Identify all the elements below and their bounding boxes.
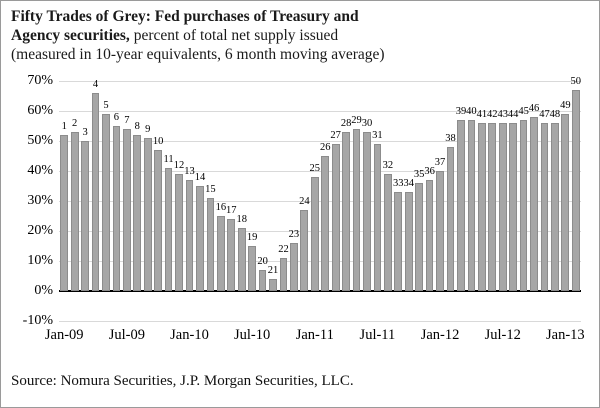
y-axis-tick: 10% (27, 253, 53, 268)
bar-value-label: 9 (145, 124, 151, 135)
bar-value-label: 41 (476, 109, 488, 120)
y-axis-tick-labels (1, 73, 57, 328)
bar (353, 129, 361, 291)
bar-value-label: 21 (267, 265, 279, 276)
bar-value-label: 36 (424, 166, 435, 177)
bar-value-label: 2 (72, 118, 78, 129)
bar (196, 186, 204, 291)
bar (248, 246, 256, 291)
bar (113, 126, 121, 291)
bar (280, 258, 288, 291)
gridline (59, 321, 581, 322)
bar (426, 180, 434, 291)
bar-value-label: 34 (403, 178, 414, 189)
bar (175, 174, 183, 291)
bar (394, 192, 402, 291)
bar-value-label: 13 (184, 166, 195, 177)
y-axis-tick: -10% (22, 313, 53, 328)
bar (384, 174, 392, 291)
bar (321, 156, 329, 291)
bar-value-label: 49 (560, 100, 571, 111)
x-axis-tick: Jan-10 (170, 327, 209, 343)
y-axis-tick: 50% (27, 133, 53, 148)
bar-value-label: 31 (372, 130, 383, 141)
bar (123, 129, 131, 291)
bar (71, 132, 79, 291)
chart-title-line-2 (11, 26, 591, 45)
x-axis-tick: Jan-12 (420, 327, 460, 343)
bar-value-label: 15 (205, 184, 216, 195)
chart-plot-area (59, 76, 582, 321)
bar-value-label: 5 (103, 100, 109, 111)
bar (290, 243, 298, 291)
bar (165, 168, 173, 291)
bar (311, 177, 319, 291)
bar (259, 270, 267, 291)
bar-value-label: 32 (382, 160, 394, 171)
bar-value-label: 26 (319, 142, 331, 153)
bar (457, 120, 465, 291)
bar (415, 183, 423, 291)
chart-subtitle-text: percent of total net supply issued (129, 27, 339, 44)
bar-value-label: 4 (92, 79, 99, 90)
bar-value-label: 11 (163, 154, 174, 165)
bar-value-label: 39 (455, 106, 467, 117)
bar-value-label: 28 (340, 118, 352, 129)
bar (144, 138, 152, 291)
bar-value-label: 44 (507, 109, 519, 120)
y-axis-tick: 60% (27, 103, 53, 118)
bar-value-label: 17 (226, 205, 237, 216)
bar (300, 210, 308, 291)
bar-value-label: 14 (194, 172, 206, 183)
bar-value-label: 46 (528, 103, 540, 114)
bar (478, 123, 486, 291)
bar (133, 135, 141, 291)
bar-value-label: 16 (215, 202, 227, 213)
bar (102, 114, 110, 291)
bar (561, 114, 569, 291)
bar (227, 219, 235, 291)
y-axis-tick: 30% (27, 193, 53, 208)
bar-value-label: 12 (173, 160, 185, 171)
chart-title-block (11, 7, 591, 64)
chart-title-line-1: Fifty Trades of Grey: Fed purchases of Treasury and (11, 8, 359, 25)
bar-value-label: 27 (330, 130, 341, 141)
bar-value-label: 35 (413, 169, 425, 180)
bar (342, 132, 350, 291)
bar (520, 120, 528, 291)
bar-value-label: 37 (434, 157, 446, 168)
bar (499, 123, 507, 291)
bar-value-label: 30 (361, 118, 373, 129)
bar-series (59, 76, 582, 321)
bar (405, 192, 413, 291)
bar (468, 120, 476, 291)
bar-value-label: 29 (351, 115, 362, 126)
bar (60, 135, 68, 291)
bar-value-label: 1 (61, 121, 67, 132)
bar-value-label: 42 (487, 109, 498, 120)
bar-value-label: 3 (82, 127, 88, 138)
bar-value-label: 6 (113, 112, 120, 123)
x-axis-tick: Jul-12 (484, 327, 521, 343)
bar (217, 216, 225, 291)
x-axis-tick: Jul-09 (108, 327, 145, 343)
bar (509, 123, 517, 291)
bar (436, 171, 444, 291)
bar-value-label: 19 (246, 232, 258, 243)
bar (186, 180, 194, 291)
chart-title-line-2-bold: Agency securities, (11, 27, 130, 44)
bar-value-label: 50 (570, 76, 582, 87)
x-axis-tick-labels (44, 327, 585, 353)
y-axis-tick: 40% (27, 163, 53, 178)
x-axis-tick: Jan-11 (295, 327, 334, 343)
chart-title-line-3: (measured in 10-year equivalents, 6 month moving average) (11, 46, 385, 63)
bar-value-label: 43 (497, 109, 508, 120)
bar (238, 228, 246, 291)
source-note: Source: Nomura Securities, J.P. Morgan Securities, LLC. (11, 373, 354, 389)
bar (332, 144, 340, 291)
bar (488, 123, 496, 291)
bar-value-label: 38 (445, 133, 456, 144)
bar-value-label: 25 (309, 163, 321, 174)
x-axis-tick: Jan-09 (44, 327, 84, 343)
bar-value-label: 47 (539, 109, 550, 120)
bar-value-label: 23 (288, 229, 300, 240)
bar (81, 141, 89, 291)
bar-value-label: 7 (124, 115, 130, 126)
bar (447, 147, 455, 291)
bar-value-label: 48 (549, 109, 561, 120)
bar-value-label: 40 (466, 106, 477, 117)
bar (572, 90, 580, 291)
bar-value-label: 45 (518, 106, 529, 117)
bar (551, 123, 559, 291)
bar-value-label: 22 (278, 244, 289, 255)
bar-value-label: 8 (134, 121, 140, 132)
bar-value-label: 18 (236, 214, 247, 225)
bar (207, 198, 215, 291)
x-axis-tick: Jul-10 (234, 327, 271, 343)
x-axis-tick: Jan-13 (545, 327, 585, 343)
bar-value-label: 24 (299, 196, 310, 207)
bar-value-label: 33 (393, 178, 404, 189)
bar (363, 132, 371, 291)
x-axis-tick: Jul-11 (359, 327, 396, 343)
y-axis-tick: 70% (27, 73, 53, 88)
bar (530, 117, 538, 291)
bar (541, 123, 549, 291)
y-axis-tick: 20% (27, 223, 53, 238)
bar-value-label: 20 (257, 256, 268, 267)
bar (269, 279, 277, 291)
bar-value-label: 10 (152, 136, 164, 147)
bar (92, 93, 100, 291)
bar (154, 150, 162, 291)
bar (374, 144, 382, 291)
y-axis-tick: 0% (34, 283, 53, 298)
